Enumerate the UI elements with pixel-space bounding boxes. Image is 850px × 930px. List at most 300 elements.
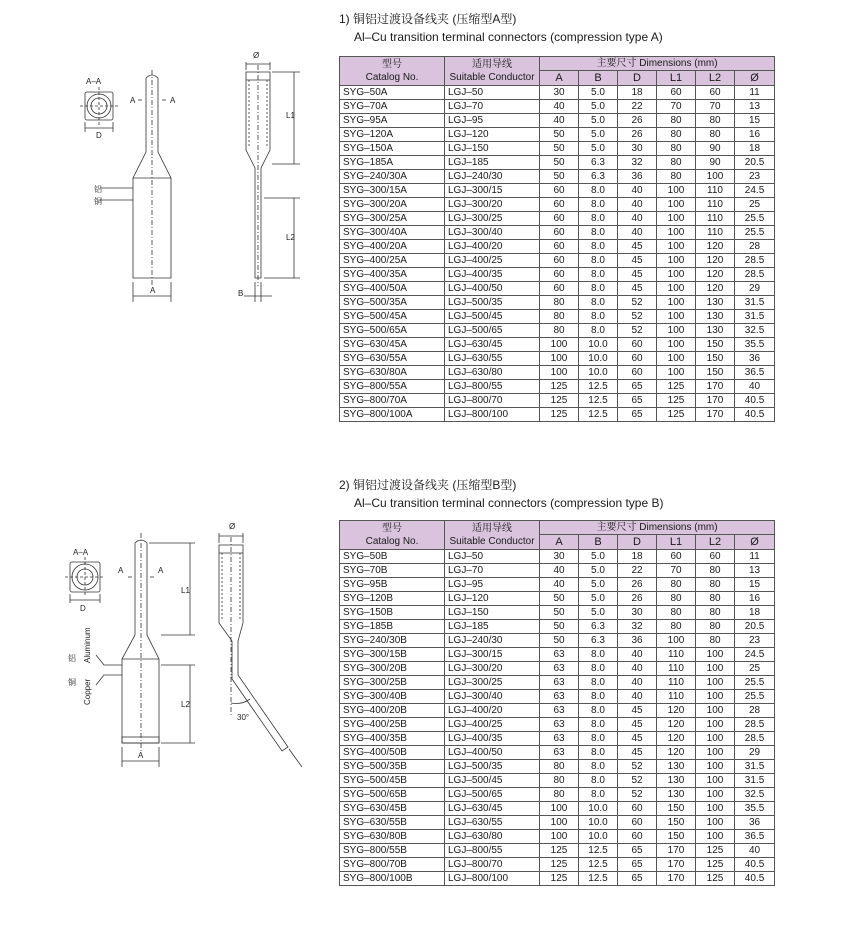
section-a-left: A [130, 96, 136, 105]
cell-a: 30 [540, 86, 579, 100]
cell-d: 45 [618, 746, 657, 760]
cell-b: 6.3 [579, 634, 618, 648]
cell-a: 80 [540, 324, 579, 338]
cell-a: 80 [540, 296, 579, 310]
col-header-l2: L2 [696, 71, 735, 86]
cell-phi: 32.5 [735, 324, 775, 338]
cell-l2: 80 [696, 564, 735, 578]
table-row [340, 704, 775, 718]
cell-conductor: LGJ–800/55 [445, 844, 540, 858]
aluminium-cn-label: 铝 [68, 654, 76, 663]
cell-phi: 28.5 [735, 718, 775, 732]
cell-d: 32 [618, 620, 657, 634]
cell-phi: 25.5 [735, 212, 775, 226]
copper-en-label: Copper [83, 678, 92, 705]
table-row [340, 254, 775, 268]
cell-b: 10.0 [579, 816, 618, 830]
cell-catalog: SYG–120B [340, 592, 445, 606]
cell-l1: 150 [657, 830, 696, 844]
cell-b: 8.0 [579, 718, 618, 732]
cell-l2: 90 [696, 142, 735, 156]
cell-l1: 70 [657, 564, 696, 578]
cell-b: 8.0 [579, 690, 618, 704]
cell-phi: 32.5 [735, 788, 775, 802]
table-row [340, 550, 775, 564]
cell-catalog: SYG–630/55B [340, 816, 445, 830]
table-row [340, 100, 775, 114]
cell-catalog: SYG–300/20A [340, 198, 445, 212]
cell-catalog: SYG–630/80A [340, 366, 445, 380]
cell-l1: 80 [657, 114, 696, 128]
cell-l2: 120 [696, 268, 735, 282]
table-row [340, 296, 775, 310]
cell-phi: 13 [735, 564, 775, 578]
table-row [340, 858, 775, 872]
table-row [340, 394, 775, 408]
cell-d: 22 [618, 564, 657, 578]
cell-catalog: SYG–185A [340, 156, 445, 170]
cell-a: 60 [540, 198, 579, 212]
cell-conductor: LGJ–70 [445, 100, 540, 114]
cell-a: 80 [540, 774, 579, 788]
cell-b: 5.0 [579, 86, 618, 100]
cell-l1: 100 [657, 212, 696, 226]
table-row [340, 816, 775, 830]
section-2-subtitle: Al–Cu transition terminal connectors (compression type B) [354, 496, 664, 510]
cell-b: 8.0 [579, 240, 618, 254]
cell-l2: 80 [696, 578, 735, 592]
cell-d: 60 [618, 338, 657, 352]
cell-l2: 80 [696, 606, 735, 620]
cell-a: 60 [540, 184, 579, 198]
cell-conductor: LGJ–400/50 [445, 746, 540, 760]
cell-catalog: SYG–95A [340, 114, 445, 128]
table-row [340, 86, 775, 100]
cell-d: 18 [618, 86, 657, 100]
cell-b: 8.0 [579, 648, 618, 662]
cell-catalog: SYG–300/25A [340, 212, 445, 226]
cell-conductor: LGJ–400/35 [445, 732, 540, 746]
side-b-label: B [238, 289, 244, 298]
cell-d: 26 [618, 114, 657, 128]
cell-b: 8.0 [579, 184, 618, 198]
cell-catalog: SYG–500/45A [340, 310, 445, 324]
cell-catalog: SYG–400/20B [340, 704, 445, 718]
cell-a: 40 [540, 100, 579, 114]
cell-conductor: LGJ–630/55 [445, 352, 540, 366]
cell-catalog: SYG–185B [340, 620, 445, 634]
cell-d: 65 [618, 872, 657, 886]
cell-conductor: LGJ–500/65 [445, 788, 540, 802]
table-row [340, 268, 775, 282]
cell-l2: 170 [696, 394, 735, 408]
cell-conductor: LGJ–300/20 [445, 198, 540, 212]
drawing-type-b [0, 515, 330, 775]
cell-l1: 120 [657, 746, 696, 760]
cell-phi: 31.5 [735, 310, 775, 324]
cell-b: 8.0 [579, 662, 618, 676]
cell-conductor: LGJ–400/50 [445, 282, 540, 296]
cell-l2: 100 [696, 732, 735, 746]
cell-b: 10.0 [579, 338, 618, 352]
cell-a: 60 [540, 282, 579, 296]
cell-b: 5.0 [579, 592, 618, 606]
col-header-dimensions: 主要尺寸 Dimensions (mm) [540, 521, 775, 535]
col-header-catalog: 型号 Catalog No. [340, 57, 445, 86]
section-1-title: 1) 铜铝过渡设备线夹 (压缩型A型) [339, 12, 517, 26]
copper-cn-label: 铜 [94, 197, 102, 206]
cell-phi: 31.5 [735, 760, 775, 774]
cell-d: 40 [618, 226, 657, 240]
cell-catalog: SYG–630/45B [340, 802, 445, 816]
cell-b: 8.0 [579, 296, 618, 310]
cell-l1: 130 [657, 774, 696, 788]
col-header-catalog: 型号 Catalog No. [340, 521, 445, 550]
cell-conductor: LGJ–120 [445, 592, 540, 606]
cell-a: 125 [540, 858, 579, 872]
cell-l1: 80 [657, 142, 696, 156]
cell-a: 100 [540, 352, 579, 366]
cell-catalog: SYG–400/50A [340, 282, 445, 296]
cell-catalog: SYG–800/55B [340, 844, 445, 858]
cell-l1: 100 [657, 184, 696, 198]
spec-table-type-a [339, 56, 775, 422]
cell-d: 18 [618, 550, 657, 564]
cell-a: 50 [540, 606, 579, 620]
cell-a: 60 [540, 254, 579, 268]
cell-d: 40 [618, 184, 657, 198]
cell-l2: 100 [696, 746, 735, 760]
cell-a: 80 [540, 788, 579, 802]
table-row [340, 212, 775, 226]
cell-l2: 150 [696, 352, 735, 366]
cell-d: 40 [618, 198, 657, 212]
cell-conductor: LGJ–240/30 [445, 634, 540, 648]
cell-b: 6.3 [579, 620, 618, 634]
cell-l1: 120 [657, 718, 696, 732]
cell-catalog: SYG–800/100A [340, 408, 445, 422]
cell-b: 8.0 [579, 198, 618, 212]
table-row [340, 634, 775, 648]
cell-catalog: SYG–630/55A [340, 352, 445, 366]
col-header-phi: Ø [735, 71, 775, 86]
cell-conductor: LGJ–240/30 [445, 170, 540, 184]
cell-l1: 100 [657, 268, 696, 282]
cell-a: 63 [540, 746, 579, 760]
cell-b: 5.0 [579, 142, 618, 156]
cell-conductor: LGJ–120 [445, 128, 540, 142]
cell-b: 5.0 [579, 606, 618, 620]
col-header-conductor: 适用导线 Suitable Conductor [445, 521, 540, 550]
cell-d: 45 [618, 282, 657, 296]
cell-l2: 60 [696, 86, 735, 100]
cell-phi: 40.5 [735, 408, 775, 422]
cell-a: 50 [540, 142, 579, 156]
col-header-b: B [579, 535, 618, 550]
cell-b: 5.0 [579, 578, 618, 592]
cell-d: 45 [618, 268, 657, 282]
cell-phi: 11 [735, 550, 775, 564]
cell-l2: 130 [696, 310, 735, 324]
cell-l2: 100 [696, 170, 735, 184]
table-row [340, 114, 775, 128]
cell-conductor: LGJ–500/65 [445, 324, 540, 338]
cell-catalog: SYG–500/45B [340, 774, 445, 788]
cell-conductor: LGJ–630/45 [445, 338, 540, 352]
cell-catalog: SYG–50B [340, 550, 445, 564]
cell-a: 80 [540, 310, 579, 324]
cell-a: 50 [540, 620, 579, 634]
cell-l2: 80 [696, 114, 735, 128]
cell-conductor: LGJ–95 [445, 114, 540, 128]
cell-a: 60 [540, 226, 579, 240]
cell-l2: 120 [696, 282, 735, 296]
cell-conductor: LGJ–70 [445, 564, 540, 578]
cell-a: 63 [540, 732, 579, 746]
cell-conductor: LGJ–95 [445, 578, 540, 592]
cell-b: 12.5 [579, 844, 618, 858]
cell-conductor: LGJ–630/45 [445, 802, 540, 816]
cell-l2: 130 [696, 324, 735, 338]
angle-label: 30° [237, 713, 250, 722]
cell-phi: 29 [735, 746, 775, 760]
table-row [340, 564, 775, 578]
cell-d: 60 [618, 352, 657, 366]
cell-phi: 36 [735, 816, 775, 830]
cell-b: 8.0 [579, 268, 618, 282]
cell-conductor: LGJ–630/80 [445, 366, 540, 380]
cell-l2: 100 [696, 830, 735, 844]
cell-l1: 70 [657, 100, 696, 114]
cell-l2: 110 [696, 212, 735, 226]
aluminium-cn-label: 铝 [94, 185, 102, 194]
cell-l1: 100 [657, 352, 696, 366]
cell-a: 100 [540, 366, 579, 380]
cell-l1: 110 [657, 662, 696, 676]
cell-catalog: SYG–400/50B [340, 746, 445, 760]
cell-b: 10.0 [579, 830, 618, 844]
table-row [340, 732, 775, 746]
table-row [340, 760, 775, 774]
cell-catalog: SYG–240/30B [340, 634, 445, 648]
cell-l2: 100 [696, 774, 735, 788]
cell-l2: 170 [696, 408, 735, 422]
table-row [340, 718, 775, 732]
cell-b: 12.5 [579, 394, 618, 408]
cell-l1: 100 [657, 310, 696, 324]
cell-b: 10.0 [579, 352, 618, 366]
cell-l1: 80 [657, 170, 696, 184]
cell-phi: 20.5 [735, 620, 775, 634]
cell-a: 100 [540, 338, 579, 352]
cell-b: 8.0 [579, 254, 618, 268]
cell-b: 12.5 [579, 380, 618, 394]
cell-catalog: SYG–400/25A [340, 254, 445, 268]
cell-l2: 80 [696, 128, 735, 142]
cell-b: 6.3 [579, 156, 618, 170]
cell-d: 65 [618, 858, 657, 872]
cell-b: 8.0 [579, 282, 618, 296]
cell-l2: 125 [696, 858, 735, 872]
cell-catalog: SYG–400/35B [340, 732, 445, 746]
table-row [340, 282, 775, 296]
cell-d: 52 [618, 296, 657, 310]
cell-phi: 25.5 [735, 690, 775, 704]
cell-catalog: SYG–800/100B [340, 872, 445, 886]
cell-phi: 16 [735, 128, 775, 142]
table-body-type-a [340, 86, 775, 422]
front-l2-label: L2 [181, 700, 190, 709]
table-row [340, 802, 775, 816]
cell-l2: 100 [696, 704, 735, 718]
cell-conductor: LGJ–800/100 [445, 872, 540, 886]
cell-b: 5.0 [579, 550, 618, 564]
cell-d: 26 [618, 578, 657, 592]
cell-conductor: LGJ–300/40 [445, 690, 540, 704]
cell-d: 52 [618, 324, 657, 338]
cell-l2: 125 [696, 872, 735, 886]
col-header-b: B [579, 71, 618, 86]
cell-l1: 125 [657, 408, 696, 422]
table-body-type-b [340, 550, 775, 886]
cell-catalog: SYG–400/35A [340, 268, 445, 282]
cell-catalog: SYG–50A [340, 86, 445, 100]
col-header-a: A [540, 535, 579, 550]
side-l2-label: L2 [286, 233, 295, 242]
cell-conductor: LGJ–800/70 [445, 394, 540, 408]
cell-phi: 40.5 [735, 872, 775, 886]
cell-l2: 90 [696, 156, 735, 170]
cell-phi: 35.5 [735, 802, 775, 816]
cell-l1: 170 [657, 858, 696, 872]
cell-conductor: LGJ–800/70 [445, 858, 540, 872]
cell-b: 10.0 [579, 802, 618, 816]
table-row [340, 648, 775, 662]
cell-a: 125 [540, 380, 579, 394]
table-row [340, 170, 775, 184]
table-row [340, 592, 775, 606]
cell-a: 30 [540, 550, 579, 564]
cell-phi: 40.5 [735, 394, 775, 408]
cell-a: 100 [540, 802, 579, 816]
cell-phi: 11 [735, 86, 775, 100]
cell-a: 60 [540, 212, 579, 226]
cell-d: 60 [618, 366, 657, 380]
cell-a: 50 [540, 128, 579, 142]
cell-phi: 25 [735, 198, 775, 212]
col-header-l2: L2 [696, 535, 735, 550]
cell-conductor: LGJ–630/80 [445, 830, 540, 844]
cell-d: 26 [618, 128, 657, 142]
cell-phi: 28.5 [735, 254, 775, 268]
cell-l1: 170 [657, 844, 696, 858]
cell-l1: 80 [657, 128, 696, 142]
cell-catalog: SYG–70A [340, 100, 445, 114]
cell-conductor: LGJ–800/55 [445, 380, 540, 394]
table-row [340, 184, 775, 198]
cell-b: 8.0 [579, 732, 618, 746]
table-row [340, 156, 775, 170]
side-phi-label: Ø [253, 51, 260, 60]
cell-phi: 13 [735, 100, 775, 114]
cell-b: 8.0 [579, 704, 618, 718]
section-a-right: A [170, 96, 176, 105]
cell-d: 65 [618, 408, 657, 422]
cell-phi: 25 [735, 662, 775, 676]
cell-l2: 80 [696, 620, 735, 634]
cell-catalog: SYG–300/15A [340, 184, 445, 198]
cell-conductor: LGJ–300/25 [445, 676, 540, 690]
cell-l1: 100 [657, 338, 696, 352]
cell-a: 100 [540, 830, 579, 844]
table-row [340, 788, 775, 802]
drawing-type-a [0, 40, 330, 310]
cell-d: 45 [618, 240, 657, 254]
cell-conductor: LGJ–630/55 [445, 816, 540, 830]
table-row [340, 830, 775, 844]
cell-d: 65 [618, 380, 657, 394]
table-row [340, 226, 775, 240]
cell-b: 5.0 [579, 128, 618, 142]
cell-phi: 40.5 [735, 858, 775, 872]
cell-phi: 28 [735, 240, 775, 254]
aa-label: A–A [86, 77, 102, 86]
cell-a: 50 [540, 156, 579, 170]
table-row [340, 366, 775, 380]
cell-phi: 25.5 [735, 676, 775, 690]
section-2-title: 2) 铜铝过渡设备线夹 (压缩型B型) [339, 478, 517, 492]
cell-l1: 100 [657, 634, 696, 648]
cell-conductor: LGJ–50 [445, 550, 540, 564]
cell-d: 22 [618, 100, 657, 114]
cell-conductor: LGJ–400/25 [445, 254, 540, 268]
cell-catalog: SYG–300/20B [340, 662, 445, 676]
table-row [340, 872, 775, 886]
cell-catalog: SYG–800/70A [340, 394, 445, 408]
cell-a: 40 [540, 564, 579, 578]
cell-catalog: SYG–500/65A [340, 324, 445, 338]
cell-d: 32 [618, 156, 657, 170]
cell-l1: 100 [657, 282, 696, 296]
cell-b: 5.0 [579, 564, 618, 578]
cell-a: 80 [540, 760, 579, 774]
cell-d: 60 [618, 816, 657, 830]
cell-phi: 28.5 [735, 268, 775, 282]
cell-d: 30 [618, 606, 657, 620]
table-row [340, 128, 775, 142]
cell-phi: 36 [735, 352, 775, 366]
front-a-label: A [138, 751, 144, 760]
copper-cn-label: 铜 [68, 678, 76, 687]
cell-phi: 40 [735, 844, 775, 858]
table-row [340, 774, 775, 788]
cell-b: 8.0 [579, 324, 618, 338]
cell-d: 45 [618, 718, 657, 732]
table-row [340, 844, 775, 858]
cell-d: 65 [618, 394, 657, 408]
spec-table-type-b [339, 520, 775, 886]
cell-catalog: SYG–120A [340, 128, 445, 142]
cell-conductor: LGJ–185 [445, 620, 540, 634]
section-a-left: A [118, 566, 124, 575]
cell-l1: 130 [657, 760, 696, 774]
cell-phi: 18 [735, 142, 775, 156]
cell-b: 8.0 [579, 676, 618, 690]
cell-d: 52 [618, 310, 657, 324]
table-row [340, 352, 775, 366]
col-header-conductor: 适用导线 Suitable Conductor [445, 57, 540, 86]
cell-l2: 100 [696, 676, 735, 690]
